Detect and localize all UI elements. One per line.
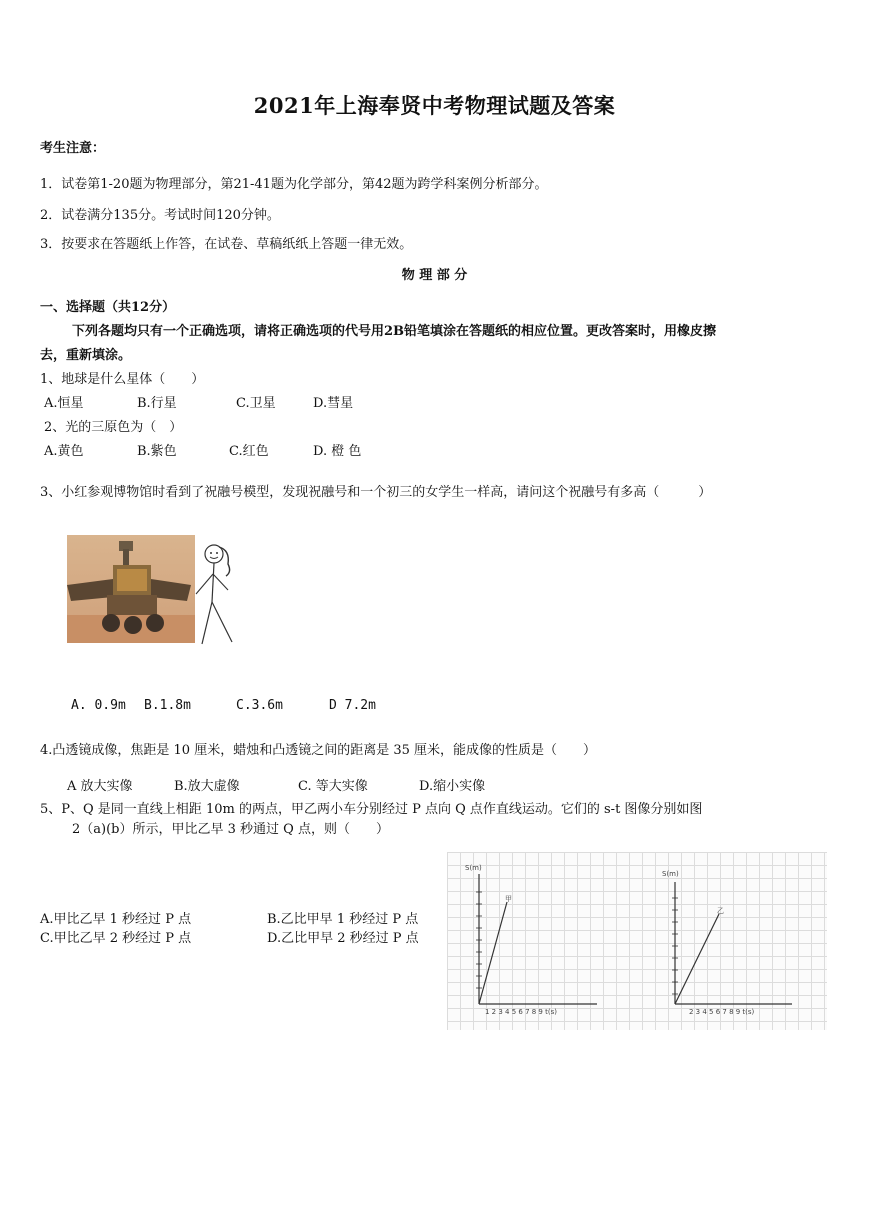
q5-option-b: B.乙比甲早 1 秒经过 P 点 xyxy=(267,912,419,927)
graph-a-ylabel: S(m) xyxy=(465,864,482,872)
part1-instruction-line2: 去，重新填涂。 xyxy=(40,348,132,363)
q2-option-b: B.紫色 xyxy=(137,444,177,459)
q5-option-d: D.乙比甲早 2 秒经过 P 点 xyxy=(267,931,419,946)
graph-b-xlabel: 2 3 4 5 6 7 8 9 t(s) xyxy=(689,1008,755,1016)
q4-option-b: B.放大虚像 xyxy=(174,779,240,794)
page-title: 2021年上海奉贤中考物理试题及答案 xyxy=(253,93,616,118)
q4-option-c: C. 等大实像 xyxy=(298,779,368,794)
q5-option-a: A.甲比乙早 1 秒经过 P 点 xyxy=(40,912,192,927)
graph-a-line-label: 甲 xyxy=(505,895,512,903)
q1-stem: 1、地球是什么星体（ ） xyxy=(40,372,205,387)
part1-instruction-line1: 下列各题均只有一个正确选项，请将正确选项的代号用2B铅笔填涂在答题纸的相应位置。更改答案时，用橡皮擦 xyxy=(72,324,717,339)
graph-b-line xyxy=(675,914,719,1004)
graph-b-ylabel: S(m) xyxy=(662,870,679,878)
q2-option-d: D. 橙 色 xyxy=(313,444,362,459)
graph-a-line xyxy=(479,902,507,1004)
notice-heading: 考生注意： xyxy=(40,141,106,156)
q4-option-d: D.缩小实像 xyxy=(419,779,486,794)
notice-item-3: 3．按要求在答题纸上作答，在试卷、草稿纸纸上答题一律无效。 xyxy=(40,237,413,252)
notice-item-2: 2．试卷满分135分。考试时间120分钟。 xyxy=(40,208,280,223)
st-graphs-image xyxy=(447,852,827,1030)
q3-option-c: C.3.6m xyxy=(236,698,283,713)
q1-option-d: D.彗星 xyxy=(313,396,354,411)
q5-stem-line1: 5、P、Q 是同一直线上相距 10m 的两点，甲乙两小车分别经过 P 点向 Q 点作直线运动。它们的 s-t 图像分别如图 xyxy=(40,802,703,817)
q5-stem-line2: 2（a)(b）所示，甲比乙早 3 秒通过 Q 点，则（ ） xyxy=(72,822,389,837)
zhurong-rover-photo xyxy=(67,535,195,643)
q4-stem: 4.凸透镜成像，焦距是 10 厘米，蜡烛和凸透镜之间的距离是 35 厘米，能成像的性质是（ ） xyxy=(40,743,597,758)
q3-stem: 3、小红参观博物馆时看到了祝融号模型，发现祝融号和一个初三的女学生一样高，请问这个祝融号有多高（ ） xyxy=(40,485,712,500)
q2-stem: 2、光的三原色为（ ） xyxy=(44,420,183,435)
graph-a-xlabel: 1 2 3 4 5 6 7 8 9 t(s) xyxy=(485,1008,557,1016)
q3-option-d: D 7.2m xyxy=(329,698,376,713)
q4-option-a: A 放大实像 xyxy=(67,779,133,794)
section-title: 物 理 部 分 xyxy=(401,268,468,283)
stick-figure-girl-drawing xyxy=(192,542,244,647)
graph-b-line-label: 乙 xyxy=(717,907,724,915)
q1-option-b: B.行星 xyxy=(137,396,177,411)
part1-heading: 一、选择题（共12分） xyxy=(40,300,176,315)
q3-option-b: B.1.8m xyxy=(144,698,191,713)
q3-option-a: A. 0.9m xyxy=(71,698,126,713)
q2-option-c: C.红色 xyxy=(229,444,269,459)
q2-option-a: A.黄色 xyxy=(44,444,84,459)
notice-item-1: 1．试卷第1-20题为物理部分，第21-41题为化学部分，第42题为跨学科案例分析部分。 xyxy=(40,177,548,192)
q1-option-c: C.卫星 xyxy=(236,396,276,411)
q1-option-a: A.恒星 xyxy=(44,396,84,411)
q5-option-c: C.甲比乙早 2 秒经过 P 点 xyxy=(40,931,192,946)
